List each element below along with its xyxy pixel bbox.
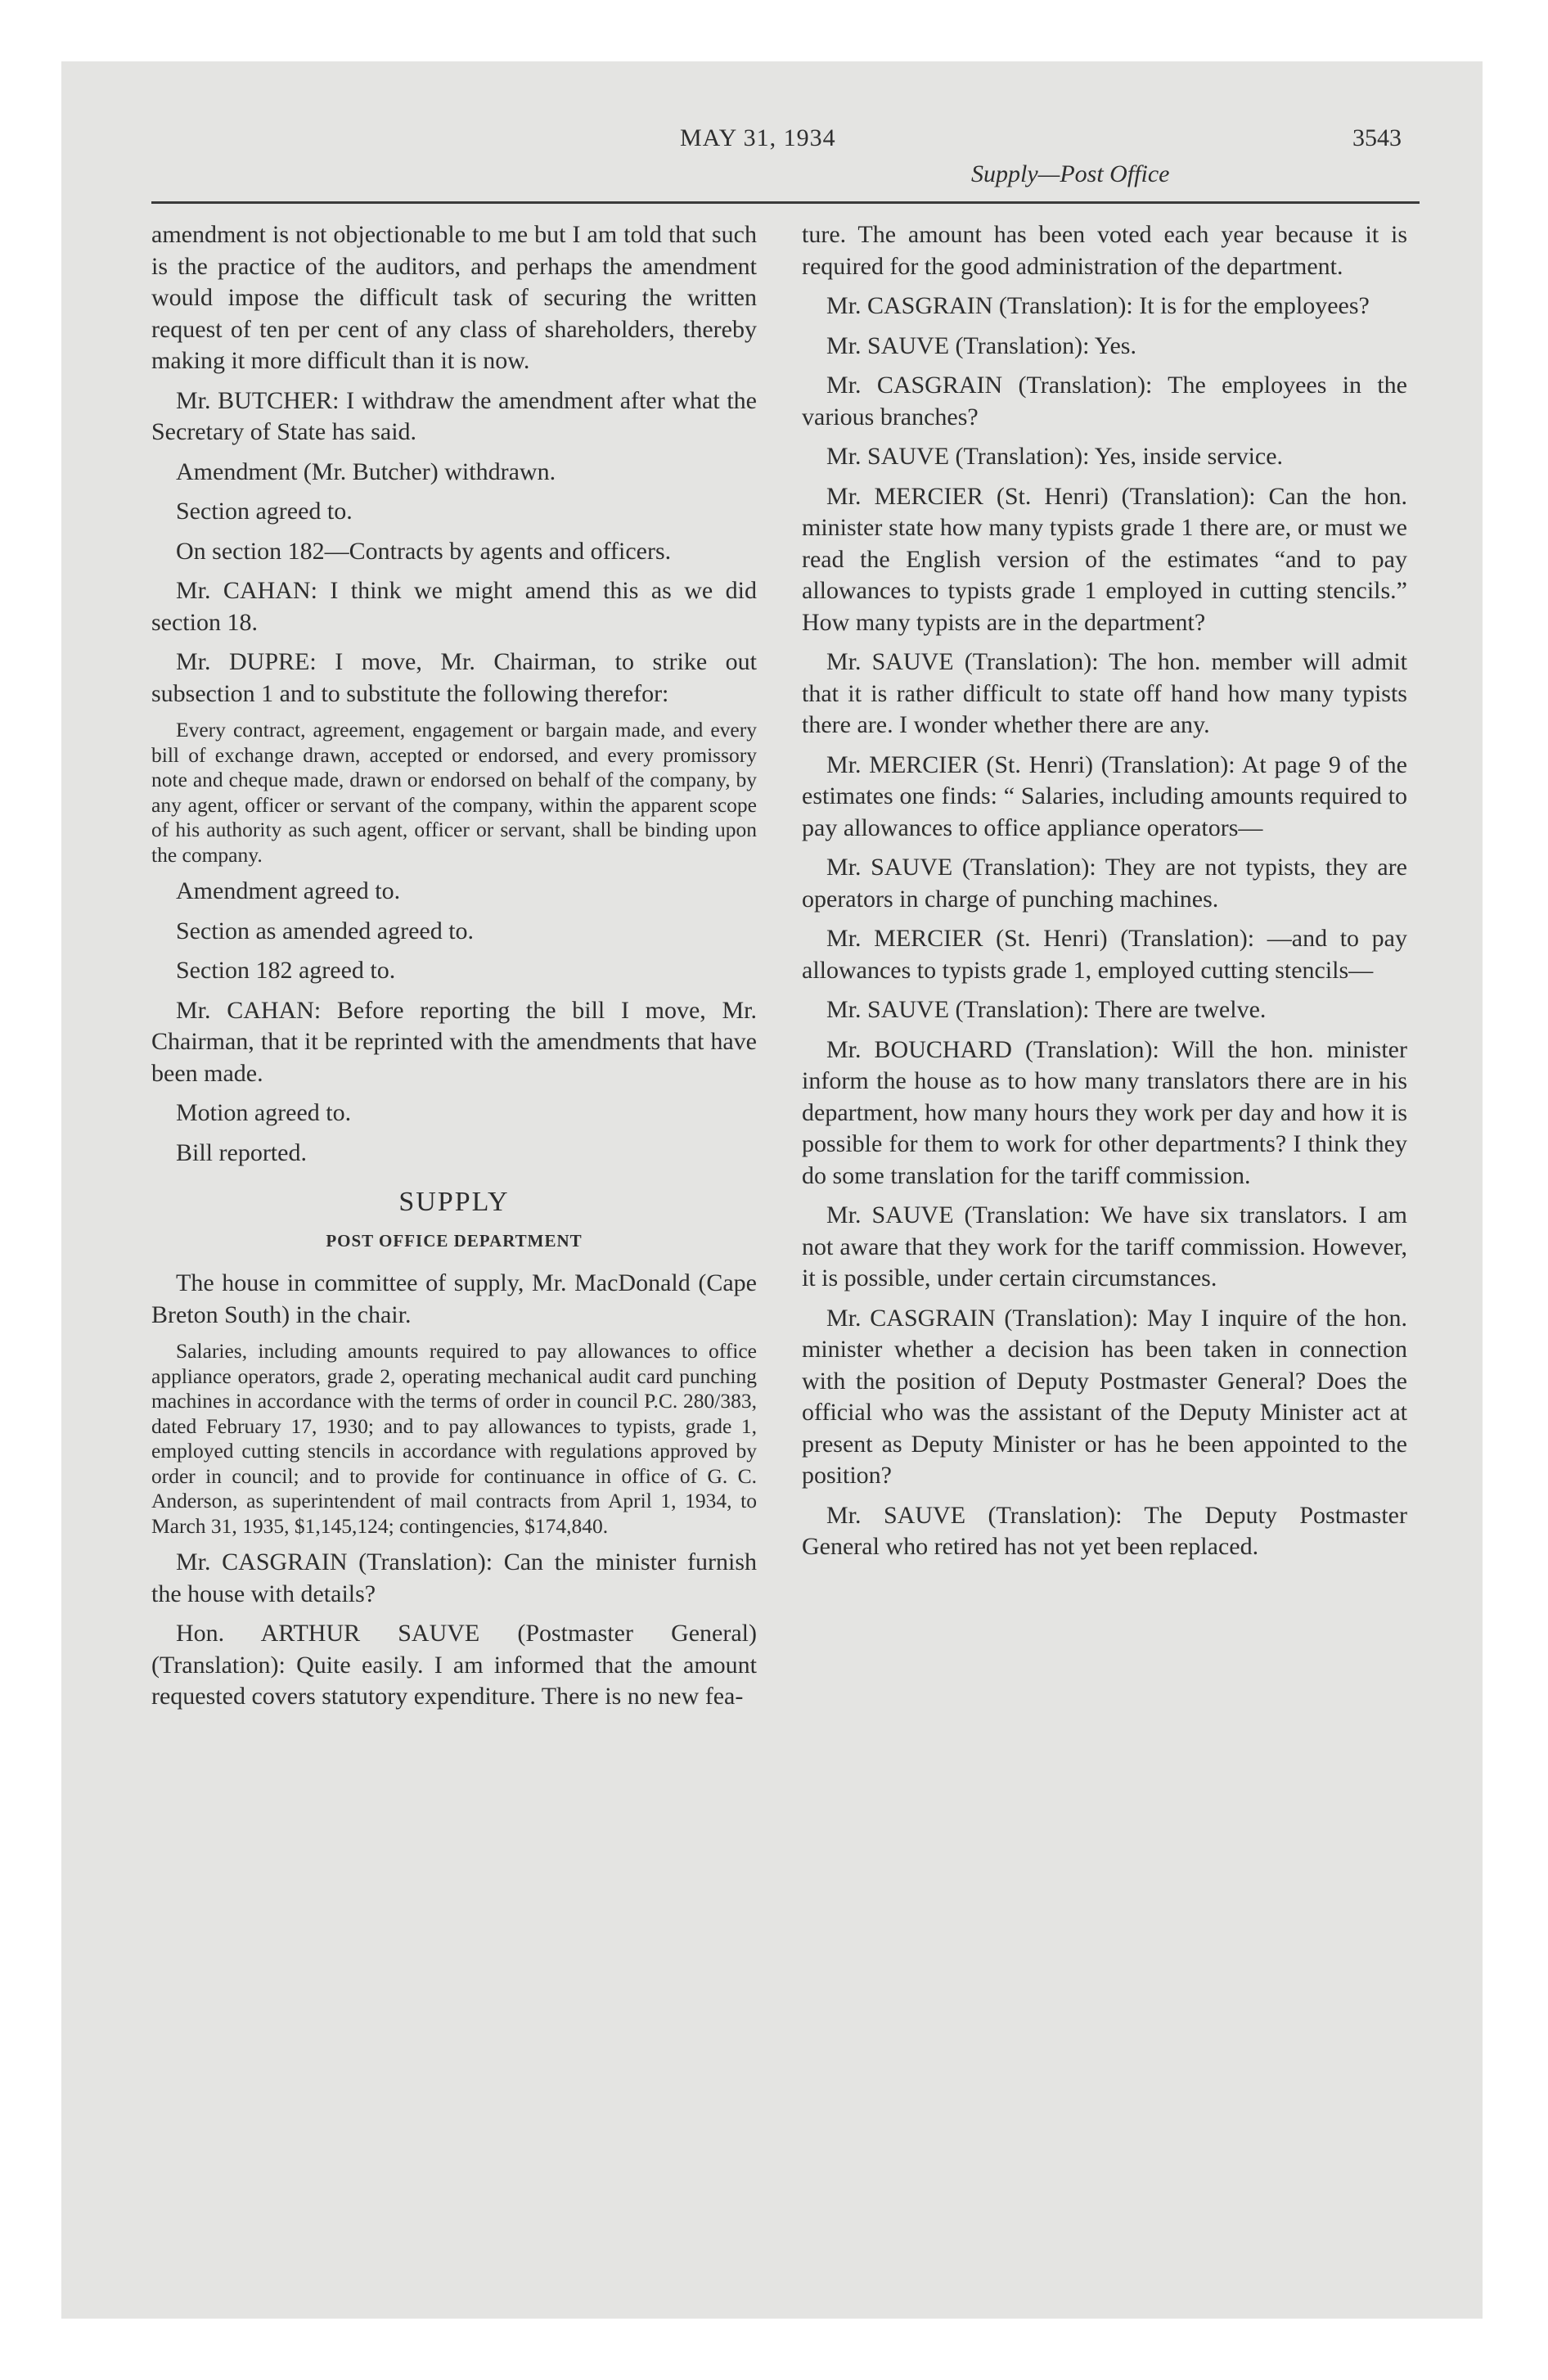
paragraph: Mr. CAHAN: I think we might amend this as we did section 18. [151,577,757,636]
paragraph: Hon. ARTHUR SAUVE (Postmaster General) (Translation): Quite easily. I am informed that the amount requested covers statutory expenditure. There is no new fea- [151,1620,757,1710]
quoted-clause: Every contract, agreement, engagement or bargain made, and every bill of exchange drawn, accepted or endorsed, and every promissory note and cheque made, drawn or endorsed on behalf of the company, by any agent, officer or servant of the company, within the apparent scope of his authority as such agent, officer or servant, shall be binding upon the company. [151,718,757,867]
paragraph: Mr. CASGRAIN (Translation): It is for the employees? [826,292,1370,319]
paragraph: ture. The amount has been voted each year because it is required for the good administration of the department. [802,221,1407,280]
paragraph: Section 182 agreed to. [176,957,396,984]
paragraph: Mr. BOUCHARD (Translation): Will the hon. minister inform the house as to how many translators there are in his department, how many hours they work per day and how it is possible for them to work for other departments? I think they do some translation for the tariff commission. [802,1035,1407,1189]
paragraph: The house in committee of supply, Mr. MacDonald (Cape Breton South) in the chair. [151,1269,757,1328]
paragraph: Mr. CAHAN: Before reporting the bill I move, Mr. Chairman, that it be reprinted with the amendments that have been made. [151,996,757,1087]
page-date: MAY 31, 1934 [680,124,836,151]
section-subheading: POST OFFICE DEPARTMENT [326,1231,583,1251]
page-header [151,123,1420,201]
section-heading: SUPPLY [398,1187,510,1217]
page-number: 3543 [1352,124,1402,151]
paragraph: Bill reported. [176,1138,307,1166]
paragraph: Mr. CASGRAIN (Translation): Can the minister furnish the house with details? [151,1548,757,1607]
paragraph: Mr. CASGRAIN (Translation): May I inquire of the hon. minister whether a decision has been taken in connection with the position of Deputy Postmaster General? Does the official who was the assistant of the Deputy Minister act at present as Deputy Minister or has he been appointed to the position? [802,1304,1407,1489]
paragraph: Section as amended agreed to. [176,917,475,944]
paragraph: Mr. BUTCHER: I withdraw the amendment after what the Secretary of State has said. [151,386,757,445]
paragraph: Amendment (Mr. Butcher) withdrawn. [176,458,556,485]
paragraph: Mr. SAUVE (Translation): The hon. member will admit that it is rather difficult to state off hand how many typists there are. I wonder whether there are any. [802,648,1407,738]
paragraph: Mr. MERCIER (St. Henri) (Translation): Can the hon. minister state how many typists grade 1 there are, or must we read the English version of the estimates “and to pay allowances to typists grade 1 employed in cutting stencils.” How many typists are in the department? [802,482,1407,636]
right-column [802,219,1407,1571]
paragraph: Mr. SAUVE (Translation: We have six translators. I am not aware that they work for the tariff commission. However, it is possible, under certain circumstances. [802,1201,1407,1291]
paragraph: Mr. SAUVE (Translation): There are twelve. [826,996,1267,1023]
paragraph: Mr. MERCIER (St. Henri) (Translation): At page 9 of the estimates one finds: “ Salaries, including amounts required to pay allowances to office appliance operators— [802,751,1407,841]
paragraph: Mr. SAUVE (Translation): Yes, inside service. [826,443,1284,470]
hansard-page [151,123,1420,2251]
paragraph: Mr. CASGRAIN (Translation): The employees in the various branches? [802,372,1407,430]
paragraph: Section agreed to. [176,498,353,525]
paragraph: Mr. SAUVE (Translation): Yes. [826,331,1136,359]
left-column [151,219,757,1721]
paragraph: Mr. SAUVE (Translation): The Deputy Postmaster General who retired has not yet been replaced. [802,1501,1407,1560]
running-title: Supply—Post Office [971,160,1170,187]
paragraph: Mr. MERCIER (St. Henri) (Translation): —and to pay allowances to typists grade 1, employed cutting stencils— [802,925,1407,984]
paragraph: Amendment agreed to. [176,877,401,904]
paragraph: amendment is not objectionable to me but I am told that such is the practice of the auditors, and perhaps the amendment would impose the difficult task of securing the written request of ten per cent of any class of shareholders, thereby making it more difficult than it is now. [151,221,757,374]
paragraph: Mr. DUPRE: I move, Mr. Chairman, to strike out subsection 1 and to substitute the following therefor: [151,648,757,707]
header-rule [151,201,1420,204]
paragraph: On section 182—Contracts by agents and officers. [176,537,672,565]
estimate-item: Salaries, including amounts required to pay allowances to office appliance operators, grade 2, operating mechanical audit card punching machines in accordance with the terms of order in council P.C. 280/383, dated February 17, 1930; and to pay allowances to typists, grade 1, employed cutting stencils in accordance with regulations approved by order in council; and to provide for continuance in office of G. C. Anderson, as superintendent of mail contracts from April 1, 1934, to March 31, 1935, $1,145,124; contingencies, $174,840. [151,1339,757,1538]
paragraph: Motion agreed to. [176,1099,352,1126]
paragraph: Mr. SAUVE (Translation): They are not typists, they are operators in charge of punching machines. [802,854,1407,913]
